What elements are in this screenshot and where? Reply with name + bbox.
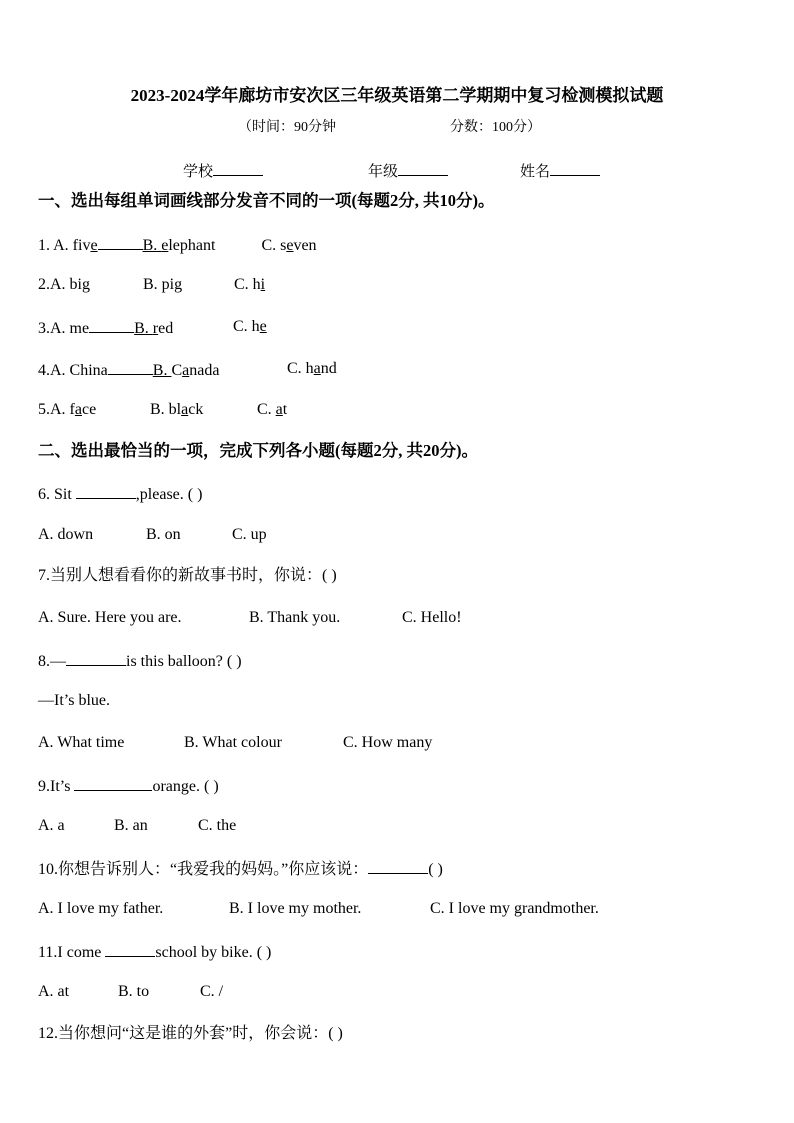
spacer-underline [108, 359, 153, 375]
option-text: ck [188, 401, 204, 418]
option-text: nada [189, 362, 220, 379]
spacer-underline [98, 234, 143, 250]
question-number: 4. [38, 362, 50, 379]
underlined-letter: a [313, 360, 321, 377]
option-c[interactable]: C. Hello! [402, 609, 462, 626]
option-a[interactable]: A. me [50, 320, 90, 337]
option-b[interactable]: B. [142, 237, 162, 254]
option-b[interactable]: B. an [114, 817, 148, 834]
option-c[interactable]: C. / [200, 983, 224, 1000]
option-text: A. fiv [53, 237, 91, 254]
option-text: B. pi [143, 276, 175, 293]
option-text: ven [293, 237, 317, 254]
time-info: （时间：90分钟 [238, 120, 336, 135]
question-1 [38, 234, 317, 256]
option-c[interactable] [257, 400, 287, 420]
name-field[interactable] [520, 160, 600, 182]
grade-blank[interactable] [398, 160, 448, 176]
question-text: orange. ( ) [152, 778, 219, 795]
answer-blank[interactable] [76, 483, 136, 499]
option-a[interactable]: A. China [50, 362, 108, 379]
grade-field[interactable] [368, 160, 448, 182]
question-7: 7.当别人想看看你的新故事书时，你说：( ) [38, 567, 337, 584]
question-text: 11.I come [38, 944, 106, 961]
option-text: C. s [261, 237, 287, 254]
option-a[interactable]: A. a [38, 817, 65, 834]
option-a[interactable]: A. at [38, 983, 70, 1000]
option-b[interactable]: B. on [146, 526, 181, 543]
option-a[interactable]: A. Sure. Here you are. [38, 609, 182, 626]
option-a[interactable] [53, 237, 97, 254]
question-4 [38, 359, 219, 381]
option-text: C. [257, 401, 276, 418]
option-text: C. h [233, 318, 260, 335]
question-text: ,please. ( ) [135, 486, 203, 503]
option-text: lephant [168, 237, 216, 254]
option-c[interactable]: C. up [232, 526, 267, 543]
option-a[interactable]: A. I love my father. [38, 900, 164, 917]
section1-header: 一、选出每组单词画线部分发音不同的一项(每题2分, 共10分)。 [38, 191, 495, 210]
option-text: C [171, 362, 183, 379]
underlined-letter: a [275, 401, 283, 418]
underlined-letter: a [182, 362, 190, 379]
question-text: school by bike. ( ) [155, 944, 272, 961]
underlined-letter: e [90, 237, 98, 254]
underlined-letter: a [74, 401, 82, 418]
underlined-letter: g [82, 276, 90, 293]
option-c[interactable] [233, 317, 267, 337]
underlined-letter: e [161, 237, 169, 254]
option-c[interactable] [261, 237, 316, 254]
option-text: ce [82, 401, 97, 418]
question-text: is this balloon? ( ) [126, 653, 242, 670]
option-text: t [282, 401, 288, 418]
option-b[interactable]: B. to [118, 983, 150, 1000]
question-number: 5. [38, 401, 50, 418]
school-blank[interactable] [213, 160, 263, 176]
option-text: C. h [234, 276, 261, 293]
underlined-letter: i [260, 276, 266, 293]
score-info: 分数：100分） [450, 120, 541, 135]
underlined-letter: e [286, 237, 294, 254]
question-number: 2. [38, 276, 50, 293]
option-b[interactable]: B. [152, 362, 172, 379]
grade-label: 年级 [368, 164, 399, 180]
option-a[interactable]: A. What time [38, 734, 125, 751]
section2-header: 二、选出最恰当的一项，完成下列各小题(每题2分, 共20分)。 [38, 441, 478, 460]
question-8-reply: —It’s blue. [38, 692, 110, 709]
exam-title: 2023-2024学年廊坊市安次区三年级英语第二学期期中复习检测模拟试题 [130, 86, 664, 105]
question-8 [38, 650, 242, 672]
question-5 [38, 400, 96, 420]
school-label: 学校 [183, 164, 214, 180]
answer-blank[interactable] [74, 775, 152, 791]
option-b[interactable]: B. I love my mother. [229, 900, 362, 917]
question-3 [38, 317, 173, 339]
option-c[interactable] [234, 275, 265, 295]
option-text: B. bl [150, 401, 182, 418]
spacer-underline [89, 317, 134, 333]
option-b[interactable]: B. What colour [184, 734, 282, 751]
question-10 [38, 858, 443, 880]
question-number: 3. [38, 320, 50, 337]
option-text: nd [320, 360, 337, 377]
underlined-letter: e [259, 318, 267, 335]
underlined-letter: r [152, 320, 159, 337]
question-12: 12.当你想问“这是谁的外套”时，你会说：( ) [38, 1025, 343, 1042]
question-9 [38, 775, 219, 797]
option-text: C. h [287, 360, 314, 377]
question-2 [38, 275, 90, 295]
name-label: 姓名 [520, 164, 551, 180]
question-text: 6. Sit [38, 486, 76, 503]
question-6 [38, 483, 202, 505]
option-text: A. f [50, 401, 75, 418]
question-text: ( ) [428, 861, 443, 878]
option-c[interactable]: C. How many [343, 734, 433, 751]
question-text: 9.It’s [38, 778, 75, 795]
answer-blank[interactable] [368, 858, 428, 874]
underlined-letter: a [181, 401, 189, 418]
name-blank[interactable] [550, 160, 600, 176]
option-a[interactable]: A. down [38, 526, 94, 543]
option-b[interactable]: B. Thank you. [249, 609, 341, 626]
option-c[interactable] [287, 359, 337, 379]
option-c[interactable]: C. the [198, 817, 237, 834]
option-b[interactable] [143, 275, 182, 295]
answer-blank[interactable] [66, 650, 126, 666]
option-a[interactable] [50, 276, 90, 293]
underlined-letter: g [174, 276, 183, 293]
question-number: 1. [38, 237, 54, 254]
question-11 [38, 941, 271, 963]
option-c[interactable]: C. I love my grandmother. [430, 900, 599, 917]
answer-blank[interactable] [105, 941, 155, 957]
option-text: ed [158, 320, 174, 337]
school-field[interactable] [183, 160, 263, 182]
option-a[interactable] [50, 401, 96, 418]
question-text: 10.你想告诉别人：“我爱我的妈妈。”你应该说： [38, 861, 369, 878]
option-b[interactable]: B. [134, 320, 153, 337]
option-b[interactable] [150, 400, 203, 420]
question-text: 8.— [38, 653, 66, 670]
option-text: A. bi [50, 276, 82, 293]
